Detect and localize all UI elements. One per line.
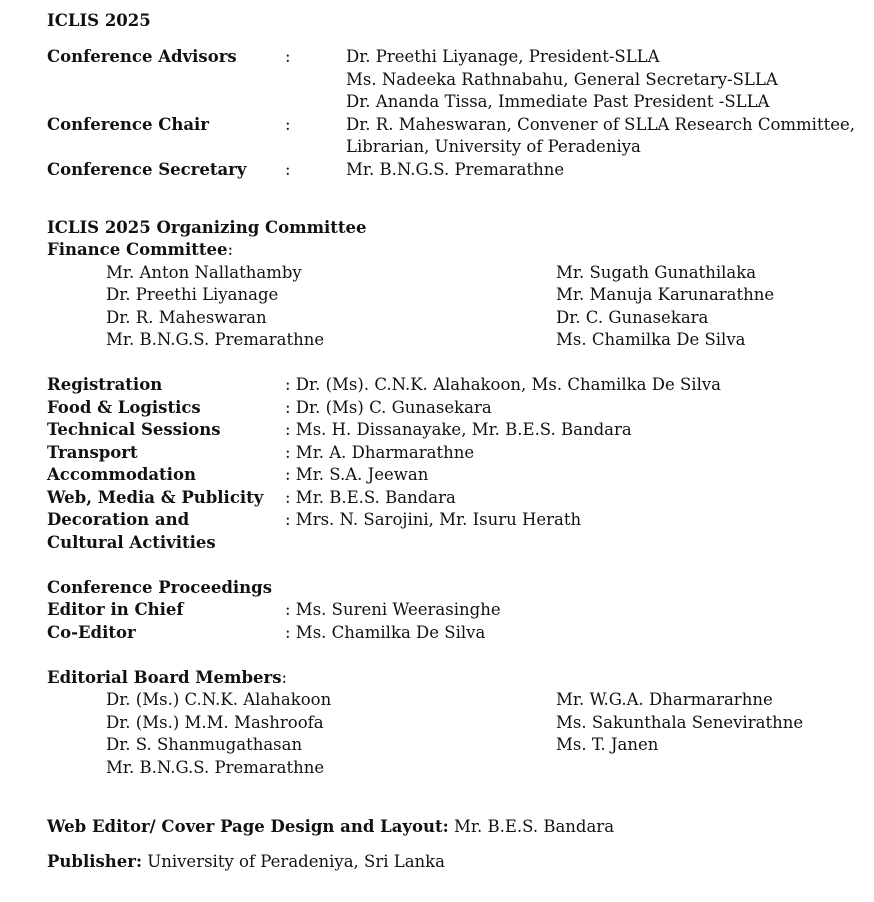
committee-value: : Dr. (Ms) C. Gunasekara xyxy=(285,398,492,417)
secretary-colon: : xyxy=(285,160,291,179)
coeditor-value: : Ms. Chamilka De Silva xyxy=(285,623,486,642)
finance-member: Mr. Anton Nallathamby xyxy=(106,263,302,282)
finance-member: Dr. R. Maheswaran xyxy=(106,308,267,327)
editorial-member: Dr. (Ms.) M.M. Mashroofa xyxy=(106,713,324,732)
editorial-member: Mr. W.G.A. Dharmararhne xyxy=(556,690,773,709)
committee-value: : Dr. (Ms). C.N.K. Alahakoon, Ms. Chamilka De Silva xyxy=(285,375,722,394)
advisors-label: Conference Advisors xyxy=(47,47,237,66)
coeditor-label: Co-Editor xyxy=(47,623,136,642)
committee-value: : Mr. A. Dharmarathne xyxy=(285,443,475,462)
committee-label: Registration xyxy=(47,375,163,394)
editorial-label: Editorial Board Members xyxy=(47,668,282,687)
chair-line: Librarian, University of Peradeniya xyxy=(346,137,641,156)
web-editor-value: Mr. B.E.S. Bandara xyxy=(448,817,615,836)
committee-label: Cultural Activities xyxy=(47,533,216,552)
secretary-label: Conference Secretary xyxy=(47,160,247,179)
committee-label: Technical Sessions xyxy=(47,420,221,439)
editorial-member: Mr. B.N.G.S. Premarathne xyxy=(106,758,325,777)
document-title: ICLIS 2025 xyxy=(47,11,151,30)
committee-value: : Ms. H. Dissanayake, Mr. B.E.S. Bandara xyxy=(285,420,632,439)
committee-label: Decoration and xyxy=(47,510,190,529)
finance-colon: : xyxy=(227,240,234,259)
finance-member: Dr. Preethi Liyanage xyxy=(106,285,279,304)
finance-member: Dr. C. Gunasekara xyxy=(556,308,709,327)
editor-value: : Ms. Sureni Weerasinghe xyxy=(285,600,501,619)
committee-label: Transport xyxy=(47,443,138,462)
publisher-value: University of Peradeniya, Sri Lanka xyxy=(142,852,446,871)
editorial-member: Dr. S. Shanmugathasan xyxy=(106,735,303,754)
web-editor-line xyxy=(47,817,614,837)
chair-label: Conference Chair xyxy=(47,115,209,134)
chair-line: Dr. R. Maheswaran, Convener of SLLA Research Committee, xyxy=(346,115,855,134)
chair-colon: : xyxy=(285,115,291,134)
organizing-heading: ICLIS 2025 Organizing Committee xyxy=(47,218,367,237)
advisor-line: Dr. Preethi Liyanage, President-SLLA xyxy=(346,47,660,66)
finance-member: Mr. Sugath Gunathilaka xyxy=(556,263,757,282)
committee-value: : Mr. S.A. Jeewan xyxy=(285,465,429,484)
editorial-colon: : xyxy=(281,668,288,687)
editor-label: Editor in Chief xyxy=(47,600,184,619)
committee-label: Food & Logistics xyxy=(47,398,201,417)
finance-member: Ms. Chamilka De Silva xyxy=(556,330,746,349)
advisor-line: Ms. Nadeeka Rathnabahu, General Secretary-SLLA xyxy=(346,70,778,89)
committee-value: : Mrs. N. Sarojini, Mr. Isuru Herath xyxy=(285,510,582,529)
advisors-colon: : xyxy=(285,47,291,66)
editorial-heading xyxy=(47,668,287,688)
finance-member: Mr. B.N.G.S. Premarathne xyxy=(106,330,325,349)
finance-label: Finance Committee xyxy=(47,240,228,259)
committee-value: : Mr. B.E.S. Bandara xyxy=(285,488,456,507)
proceedings-heading: Conference Proceedings xyxy=(47,578,272,597)
publisher-label: Publisher: xyxy=(47,852,143,871)
publisher-line xyxy=(47,852,445,872)
editorial-member: Ms. T. Janen xyxy=(556,735,659,754)
committee-label: Accommodation xyxy=(47,465,196,484)
finance-member: Mr. Manuja Karunarathne xyxy=(556,285,775,304)
finance-heading xyxy=(47,240,233,260)
advisor-line: Dr. Ananda Tissa, Immediate Past President -SLLA xyxy=(346,92,770,111)
editorial-member: Ms. Sakunthala Senevirathne xyxy=(556,713,804,732)
secretary-value: Mr. B.N.G.S. Premarathne xyxy=(346,160,565,179)
web-editor-label: Web Editor/ Cover Page Design and Layout: xyxy=(47,817,449,836)
committee-label: Web, Media & Publicity xyxy=(47,488,264,507)
editorial-member: Dr. (Ms.) C.N.K. Alahakoon xyxy=(106,690,332,709)
